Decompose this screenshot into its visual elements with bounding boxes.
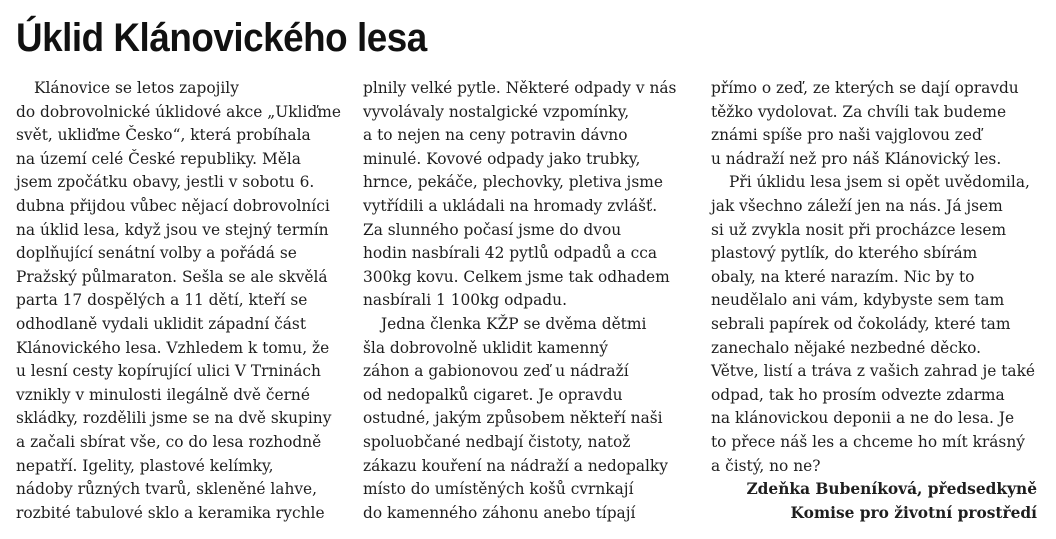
text-line: nasbírali 1 100kg odpadu. <box>363 291 567 310</box>
text-line: neudělalo ani vám, kdybyste sem tam <box>711 291 1005 310</box>
text-line: vyvolávaly nostalgické vzpomínky, <box>363 102 630 121</box>
text-line: přímo o zeď, ze kterých se dají opravdu <box>711 79 1019 97</box>
text-line: hrnce, pekáče, plechovky, pletiva jsme <box>363 173 663 192</box>
text-line: spoluobčané nedbají čistoty, natož <box>363 432 631 451</box>
text-line: Klánovického lesa. Vzhledem k tomu, že <box>16 338 330 357</box>
text-line: si už zvykla nosit při procházce lesem <box>711 220 1007 239</box>
text-line: Pražský půlmaraton. Sešla se ale skvělá <box>16 267 328 286</box>
text-line: doplňující senátní volby a pořádá se <box>16 244 297 263</box>
text-line: zákazu kouření na nádraží a nedopalky <box>363 456 668 475</box>
text-line: zanechalo nějaké nezbedné děcko. <box>711 338 982 357</box>
text-line: odhodlaně vydali uklidit západní část <box>16 314 307 333</box>
text-line: do dobrovolnické úklidové akce „Ukliďme <box>16 102 341 121</box>
article-column-3 <box>711 77 1041 525</box>
text-line: místo do umístěných košů cvrnkají <box>363 480 634 499</box>
text-line: jsem zpočátku obavy, jestli v sobotu 6. <box>16 173 315 192</box>
text-line: to přece náš les a chceme ho mít krásný <box>711 432 1025 451</box>
article-column-1 <box>16 77 348 525</box>
text-line: ostudné, jakým způsobem někteří naši <box>363 409 663 428</box>
text-line: známi spíše pro naši vajglovou zeď <box>711 126 982 145</box>
text-line: na úklid lesa, když jsou ve stejný termín <box>16 220 329 239</box>
text-line: u lesní cesty kopírující ulici V Trninách <box>16 362 321 381</box>
text-line: obaly, na které narazím. Nic by to <box>711 267 975 286</box>
text-line: Klánovice se letos zapojily <box>34 79 239 97</box>
text-line: Větve, listí a tráva z vašich zahrad je také <box>711 362 1036 381</box>
article-title: Úklid Klánovického lesa <box>16 16 427 60</box>
text-line: hodin nasbírali 42 pytlů odpadů a cca <box>363 244 658 263</box>
text-line: a čistý, no ne? <box>711 456 821 475</box>
text-line: a začali sbírat vše, co do lesa rozhodně <box>16 432 322 451</box>
text-line: plastový pytlík, do kterého sbírám <box>711 244 978 263</box>
text-line: odpad, tak ho prosím odvezte zdarma <box>711 385 1005 404</box>
text-line: nádoby různých tvarů, skleněné lahve, <box>16 480 318 499</box>
text-line: skládky, rozdělili jsme se na dvě skupiny <box>16 409 332 428</box>
signature-author: Zdeňka Bubeníková, předsedkyně <box>746 480 1037 499</box>
text-line: minulé. Kovové odpady jako trubky, <box>363 149 641 168</box>
text-line: Za slunného počasí jsme do dvou <box>363 220 622 239</box>
text-line: u nádraží než pro náš Klánovický les. <box>711 149 1002 168</box>
text-line: na klánovickou deponii a ne do lesa. Je <box>711 409 1015 428</box>
text-line: do kamenného záhonu anebo típají <box>363 503 636 522</box>
article-column-2 <box>363 77 693 525</box>
text-line: plnily velké pytle. Některé odpady v nás <box>363 79 677 97</box>
text-line: vytřídili a ukládali na hromady zvlášť. <box>363 196 658 215</box>
text-line: jak všechno záleží jen na nás. Já jsem <box>711 196 1003 215</box>
text-line: nepatří. Igelity, plastové kelímky, <box>16 456 274 475</box>
signature-committee: Komise pro životní prostředí <box>790 503 1037 522</box>
text-line: sebrali papírek od čokolády, které tam <box>711 314 1011 333</box>
text-line: šla dobrovolně uklidit kamenný <box>363 338 608 357</box>
text-line: svět, ukliďme Česko“, která probíhala <box>16 126 311 145</box>
text-line: záhon a gabionovou zeď u nádraží <box>363 362 629 381</box>
text-line: parta 17 dospělých a 11 dětí, kteří se <box>16 291 308 310</box>
text-line: dubna přijdou vůbec nějací dobrovolníci <box>16 196 330 215</box>
text-line: rozbité tabulové sklo a keramika rychle <box>16 503 325 522</box>
text-line: těžko vydolovat. Za chvíli tak budeme <box>711 102 1007 121</box>
text-line: na území celé České republiky. Měla <box>16 149 301 168</box>
text-line: vznikly v minulosti ilegálně dvě černé <box>16 385 310 404</box>
text-line: Jedna členka KŽP se dvěma dětmi <box>381 314 647 333</box>
text-line: a to nejen na ceny potravin dávno <box>363 126 628 145</box>
text-line: Při úklidu lesa jsem si opět uvědomila, <box>729 173 1030 192</box>
text-line: od nedopalků cigaret. Je opravdu <box>363 385 623 404</box>
text-line: 300kg kovu. Celkem jsme tak odhadem <box>363 267 670 286</box>
